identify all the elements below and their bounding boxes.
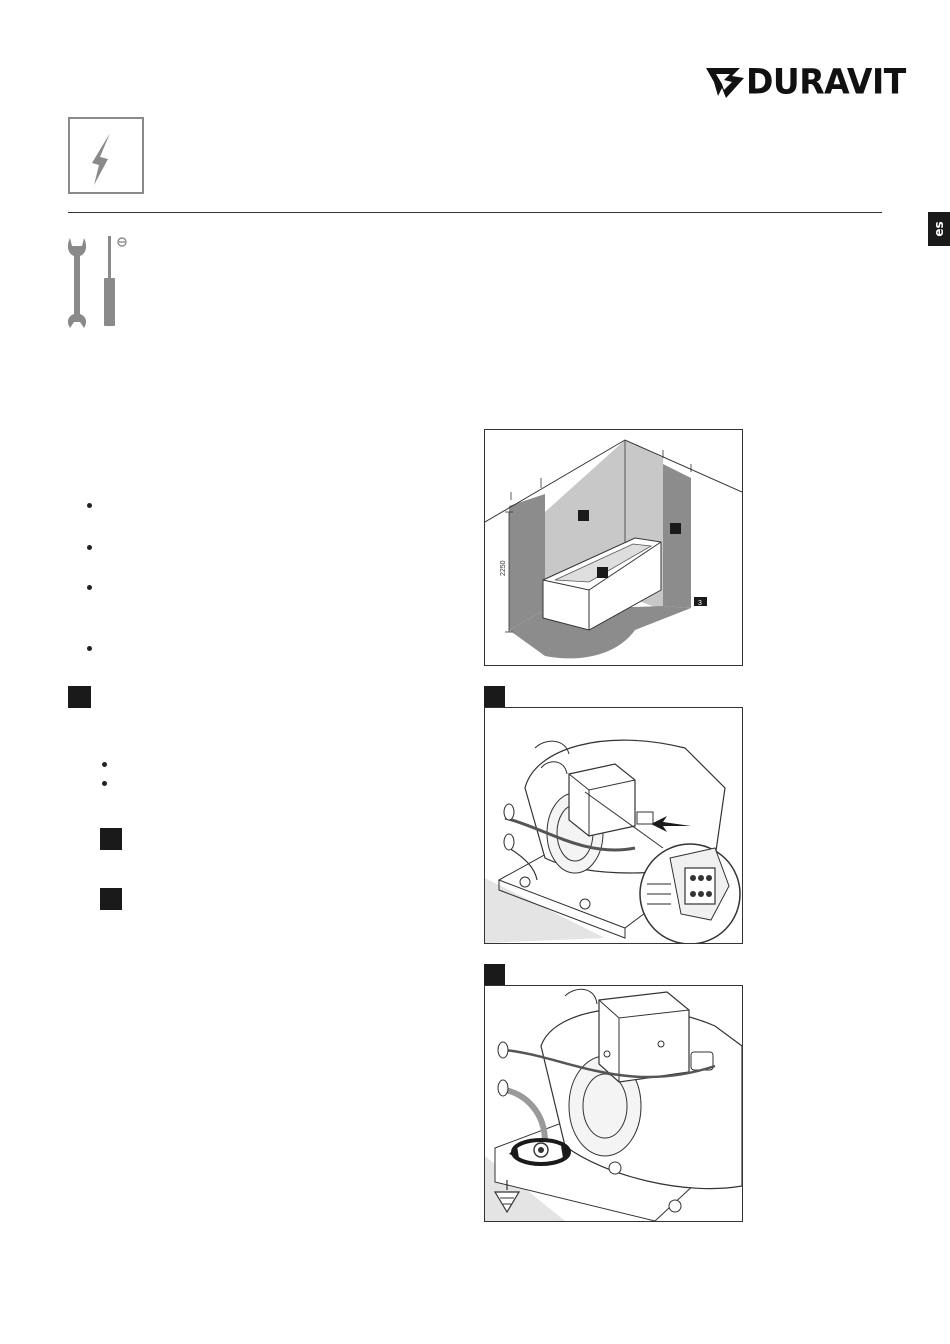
zone-marker [578,510,589,521]
list-bullet [87,585,92,590]
duravit-swoosh-icon [704,62,746,102]
zone-marker [670,523,681,534]
list-bullet [102,762,107,767]
figure-step-marker [484,964,505,985]
electrical-warning-box [68,117,144,194]
figure-bathroom-zones [484,429,743,666]
language-code: es [932,221,946,237]
list-bullet [87,545,92,550]
brand-name: DURAVIT [746,61,906,102]
figure-step-marker [484,686,505,707]
figure-earth-connection [484,985,743,1222]
tools-icon-group [66,234,130,328]
wrench-screwdriver-icon [66,234,130,328]
step-marker [100,828,122,850]
duravit-logo [704,61,906,102]
list-bullet [87,646,92,651]
step-marker [100,888,122,910]
lightning-bolt-icon [70,119,142,192]
height-dimension-label: 2250 [500,560,507,576]
list-bullet [87,503,92,508]
step-marker [68,686,91,708]
socket-label: 3 [698,600,702,607]
zone-marker [597,567,608,578]
figure-pump-connection [484,707,743,944]
list-bullet [102,781,107,786]
header-divider [68,212,882,213]
language-tab[interactable] [928,212,950,246]
